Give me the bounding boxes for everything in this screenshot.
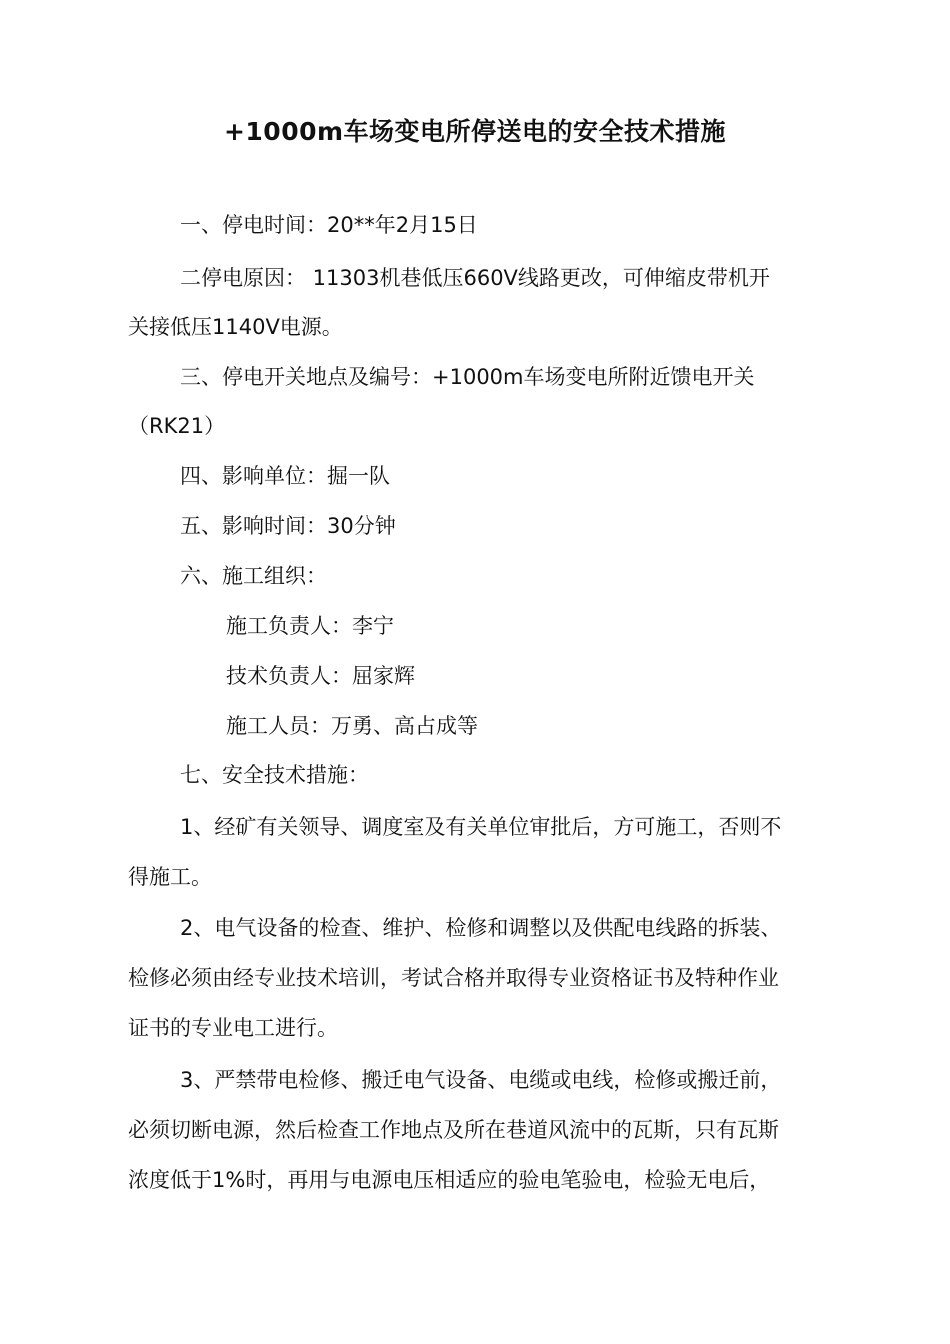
affected-unit-line: 四、影响单位：掘一队 [180, 464, 390, 488]
construction-staff-line: 施工人员：万勇、高占成等 [226, 714, 478, 738]
measure-1-line-1: 1、经矿有关领导、调度室及有关单位审批后，方可施工，否则不 [180, 815, 782, 839]
affected-duration-line: 五、影响时间：30分钟 [180, 514, 396, 538]
measure-1-line-2: 得施工。 [128, 865, 212, 889]
outage-reason-line-2: 关接低压1140V电源。 [128, 315, 343, 339]
technical-leader-line: 技术负责人：屈家辉 [226, 664, 415, 688]
measure-3-line-2: 必须切断电源，然后检查工作地点及所在巷道风流中的瓦斯，只有瓦斯 [128, 1118, 779, 1142]
measure-3-line-3: 浓度低于1%时，再用与电源电压相适应的验电笔验电，检验无电后， [128, 1168, 771, 1192]
construction-leader-line: 施工负责人：李宁 [226, 614, 394, 638]
construction-org-heading: 六、施工组织： [180, 564, 327, 588]
outage-time-line: 一、停电时间：20**年2月15日 [180, 213, 478, 237]
outage-reason-line-1: 二停电原因： 11303机巷低压660V线路更改，可伸缩皮带机开 [180, 266, 770, 290]
measure-3-line-1: 3、严禁带电检修、搬迁电气设备、电缆或电线，检修或搬迁前， [180, 1068, 782, 1092]
document-title: +1000m车场变电所停送电的安全技术措施 [223, 117, 727, 146]
switch-location-line-1: 三、停电开关地点及编号：+1000m车场变电所附近馈电开关 [180, 365, 755, 389]
safety-measures-heading: 七、安全技术措施： [180, 763, 369, 787]
measure-2-line-1: 2、电气设备的检查、维护、检修和调整以及供配电线路的拆装、 [180, 916, 782, 940]
measure-2-line-3: 证书的专业电工进行。 [128, 1016, 338, 1040]
measure-2-line-2: 检修必须由经专业技术培训，考试合格并取得专业资格证书及特种作业 [128, 966, 779, 990]
switch-location-line-2: （RK21） [128, 414, 226, 438]
